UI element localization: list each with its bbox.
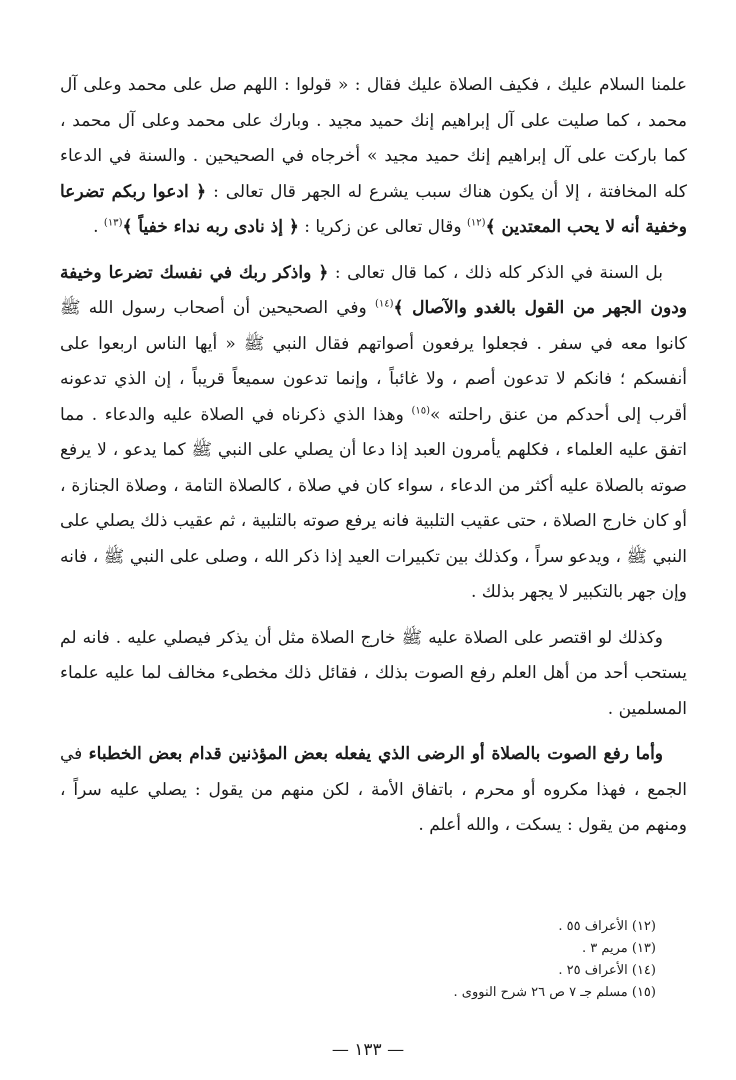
- footnote-15: (١٥) مسلم جـ ٧ ص ٢٦ شرح النووى .: [453, 985, 656, 1000]
- paragraph-4-text-1: في الجمع ، فهذا مكروه أو محرم ، باتفاق الأمة ، لكن منهم من يقول : يصلي عليه سراً ، ومنهم من يقول : يسكت ، والله أعلم .: [60, 744, 687, 835]
- quran-verse-3: ﴿ واذكر ربك في نفسك تضرعا وخيفة ودون الجهر من القول بالغدو والآصال ﴾: [60, 262, 687, 318]
- body-text: [60, 68, 687, 844]
- footnote-ref-12: (١٢): [467, 217, 486, 229]
- footnotes: [60, 916, 656, 1004]
- footnote-13: (١٣) مريم ٣ .: [581, 941, 656, 956]
- paragraph-2-text-2: وفي الصحيحين أن أصحاب رسول الله ﷺ كانوا معه في سفر . فجعلوا يرفعون أصواتهم فقال النبي ﷺ « أيها الناس اربعوا على أنفسكم ؛ فانكم لا تدعون أصم ، ولا غائباً ، وإنما تدعون سميعاً قريباً ، إن الذي تدعونه أقرب إلى أحدكم من عنق راحلته »: [60, 298, 687, 425]
- footnote-ref-14: (١٤): [374, 298, 394, 310]
- paragraph-2: [60, 256, 687, 611]
- paragraph-3: [60, 621, 687, 728]
- paragraph-4: [60, 737, 687, 844]
- quran-verse-2: ﴿ إذ نادى ربه نداء خفياً ﴾: [122, 217, 299, 237]
- footnote-ref-15: (١٥): [411, 404, 431, 416]
- paragraph-2-text-3: وهذا الذي ذكرناه في الصلاة عليه والدعاء . مما اتفق عليه العلماء ، فكلهم يأمرون العبد إذا دعا أن يصلي على النبي ﷺ كما يدعو ، لا يرفع صوته بالصلاة عليه أكثر من الدعاء ، سواء كان في صلاة ، كالصلاة التامة ، وصلاة الجنازة ، أو كان خارج الصلاة ، حتى عقيب التلبية فانه يرفع صوته بالتلبية ، ثم عقيب ذلك يصلي على النبي ﷺ ، ويدعو سراً ، وكذلك بين تكبيرات العيد إذا ذكر الله ، وصلى على النبي ﷺ ، فانه وإن جهر بالتكبير لا يجهر بذلك .: [60, 404, 687, 602]
- page-number: — ١٣٣ —: [331, 1040, 405, 1060]
- footnote-14: (١٤) الأعراف ٢٥ .: [558, 963, 656, 978]
- paragraph-1-text-1: علمنا السلام عليك ، فكيف الصلاة عليك فقال : « قولوا : اللهم صل على محمد وعلى آل محمد ، كما صليت على آل إبراهيم إنك حميد مجيد . وبارك على محمد وعلى آل محمد ، كما باركت على آل إبراهيم إنك حميد مجيد » أخرجاه في الصحيحين . والسنة في الدعاء كله المخافتة ، إلا أن يكون هناك سبب يشرع له الجهر قال تعالى :: [60, 75, 688, 202]
- paragraph-3-text-1: وكذلك لو اقتصر على الصلاة عليه ﷺ خارج الصلاة مثل أن يذكر فيصلي عليه . فانه لم يستحب أحد من أهل العلم رفع الصوت بذلك ، فقائل ذلك مخطىء مخالف لما عليه علماء المسلمين .: [60, 627, 687, 719]
- paragraph-4-lead: وأما رفع الصوت بالصلاة أو الرضى الذي يفعله بعض المؤذنين قدام بعض الخطباء: [88, 744, 663, 764]
- paragraph-1-text-3: .: [93, 217, 104, 237]
- footnote-12: (١٢) الأعراف ٥٥ .: [558, 919, 656, 934]
- paragraph-1-text-2: وقال تعالى عن زكريا :: [298, 217, 467, 237]
- quran-verse-1: ﴿ ادعوا ربكم تضرعا وخفية أنه لا يحب المعتدين ﴾: [60, 181, 687, 237]
- paragraph-1: [60, 68, 687, 246]
- footnote-ref-13: (١٣): [103, 217, 123, 229]
- paragraph-2-text-1: بل السنة في الذكر كله ذلك ، كما قال تعالى :: [328, 262, 663, 283]
